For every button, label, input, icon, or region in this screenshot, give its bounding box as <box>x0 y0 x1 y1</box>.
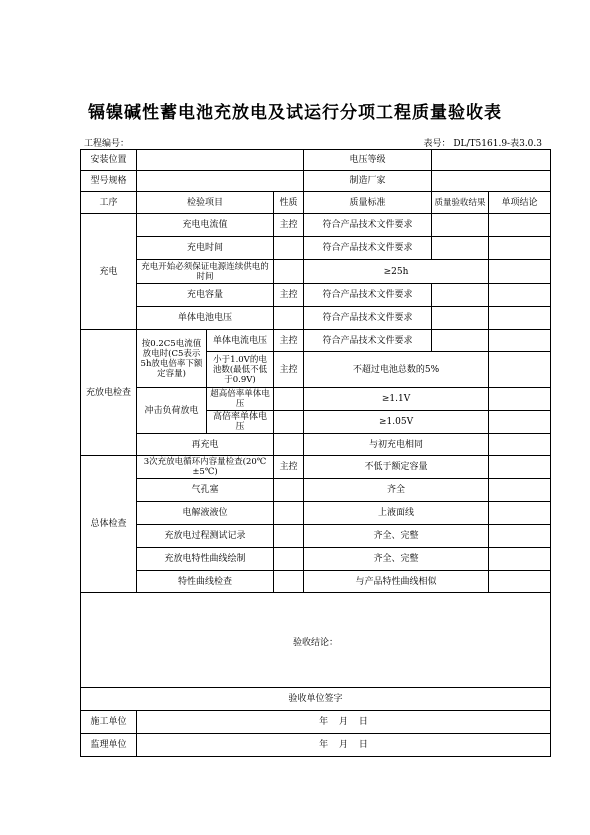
install-location-label: 安装位置 <box>81 150 137 171</box>
acceptance-conclusion-field[interactable]: 验收结论： <box>81 593 551 688</box>
subgroup-impact-discharge: 冲击负荷放电 <box>137 388 207 434</box>
signature-title: 验收单位签字 <box>81 688 551 711</box>
conclusion-cell[interactable] <box>489 352 551 388</box>
standard-cell: 上液面线 <box>304 502 489 525</box>
item-cell: 单体电池电压 <box>137 307 274 330</box>
conclusion-cell[interactable] <box>489 388 551 411</box>
result-cell[interactable] <box>432 284 489 307</box>
result-cell[interactable] <box>432 307 489 330</box>
standard-cell: ≥25h <box>304 260 489 284</box>
conclusion-cell[interactable] <box>489 237 551 260</box>
standard-cell: 符合产品技术文件要求 <box>304 307 432 330</box>
standard-cell: 不超过电池总数的5% <box>304 352 489 388</box>
supervision-unit-label: 监理单位 <box>81 734 137 757</box>
conclusion-cell[interactable] <box>489 214 551 237</box>
manufacturer-field[interactable] <box>432 171 551 192</box>
standard-cell: 与产品特性曲线相似 <box>304 571 489 593</box>
standard-cell: 齐全 <box>304 479 489 502</box>
page-title: 镉镍碱性蓄电池充放电及试运行分项工程质量验收表 <box>88 103 502 123</box>
nature-cell <box>274 502 304 525</box>
conclusion-cell[interactable] <box>489 525 551 548</box>
model-spec-field[interactable] <box>137 171 304 192</box>
supervision-unit-sign-date[interactable]: 年 月 日 <box>137 734 551 757</box>
item-cell: 充放电特性曲线绘制 <box>137 548 274 571</box>
standard-cell: ≥1.1V <box>304 388 489 411</box>
nature-cell <box>274 237 304 260</box>
result-cell[interactable] <box>432 214 489 237</box>
item-cell: 充电开始必须保证电源连续供电的时间 <box>137 260 274 284</box>
group-discharge: 充放电检查 <box>81 330 137 456</box>
header-item: 检验项目 <box>137 192 274 214</box>
item-cell: 电解液液位 <box>137 502 274 525</box>
standard-cell: 不低于额定容量 <box>304 456 489 479</box>
item-cell: 小于1.0V的电池数(最低不低于0.9V) <box>207 352 274 388</box>
item-cell: 充电时间 <box>137 237 274 260</box>
item-cell: 单体电流电压 <box>207 330 274 352</box>
conclusion-cell[interactable] <box>489 260 551 284</box>
conclusion-cell[interactable] <box>489 548 551 571</box>
conclusion-cell[interactable] <box>489 502 551 525</box>
item-cell: 充放电过程测试记录 <box>137 525 274 548</box>
item-cell: 特性曲线检查 <box>137 571 274 593</box>
nature-cell <box>274 479 304 502</box>
item-cell: 充电容量 <box>137 284 274 307</box>
nature-cell <box>274 388 304 411</box>
nature-cell: 主控 <box>274 456 304 479</box>
install-location-field[interactable] <box>137 150 304 171</box>
item-cell: 3次充放电循环内容量检查(20℃±5℃) <box>137 456 274 479</box>
model-spec-label: 型号规格 <box>81 171 137 192</box>
standard-cell: 与初充电相同 <box>304 434 489 456</box>
project-number-label: 工程编号： <box>84 139 130 149</box>
standard-cell: 符合产品技术文件要求 <box>304 284 432 307</box>
nature-cell <box>274 571 304 593</box>
item-cell: 再充电 <box>137 434 274 456</box>
standard-cell: 齐全、完整 <box>304 525 489 548</box>
construction-unit-sign-date[interactable]: 年 月 日 <box>137 711 551 734</box>
header-standard: 质量标准 <box>304 192 432 214</box>
group-charging: 充电 <box>81 214 137 330</box>
conclusion-cell[interactable] <box>489 330 551 352</box>
nature-cell <box>274 411 304 434</box>
header-process: 工序 <box>81 192 137 214</box>
standard-cell: 符合产品技术文件要求 <box>304 237 432 260</box>
manufacturer-label: 制造厂家 <box>304 171 432 192</box>
subgroup-0.2c5-discharge: 按0.2C5电流值放电时(C5表示5h放电倍率下额定容量) <box>137 330 207 388</box>
conclusion-cell[interactable] <box>489 456 551 479</box>
header-result: 质量验收结果 <box>432 192 489 214</box>
standard-cell: 符合产品技术文件要求 <box>304 214 432 237</box>
nature-cell <box>274 548 304 571</box>
conclusion-cell[interactable] <box>489 571 551 593</box>
conclusion-cell[interactable] <box>489 479 551 502</box>
nature-cell: 主控 <box>274 284 304 307</box>
item-cell: 充电电流值 <box>137 214 274 237</box>
nature-cell <box>274 525 304 548</box>
header-nature: 性质 <box>274 192 304 214</box>
form-number: 表号： DL/T5161.9-表3.0.3 <box>423 139 542 149</box>
conclusion-cell[interactable] <box>489 284 551 307</box>
conclusion-cell[interactable] <box>489 411 551 434</box>
group-overall: 总体检查 <box>81 456 137 593</box>
nature-cell <box>274 434 304 456</box>
acceptance-form-table <box>80 149 551 757</box>
nature-cell: 主控 <box>274 330 304 352</box>
item-cell: 超高倍率单体电压 <box>207 388 274 411</box>
result-cell[interactable] <box>432 330 489 352</box>
standard-cell: 符合产品技术文件要求 <box>304 330 432 352</box>
nature-cell: 主控 <box>274 352 304 388</box>
construction-unit-label: 施工单位 <box>81 711 137 734</box>
conclusion-cell[interactable] <box>489 307 551 330</box>
standard-cell: ≥1.05V <box>304 411 489 434</box>
voltage-level-field[interactable] <box>432 150 551 171</box>
header-conclusion: 单项结论 <box>489 192 551 214</box>
nature-cell <box>274 307 304 330</box>
result-cell[interactable] <box>432 237 489 260</box>
item-cell: 高倍率单体电压 <box>207 411 274 434</box>
nature-cell: 主控 <box>274 214 304 237</box>
conclusion-cell[interactable] <box>489 434 551 456</box>
voltage-level-label: 电压等级 <box>304 150 432 171</box>
nature-cell <box>274 260 304 284</box>
item-cell: 气孔塞 <box>137 479 274 502</box>
standard-cell: 齐全、完整 <box>304 548 489 571</box>
